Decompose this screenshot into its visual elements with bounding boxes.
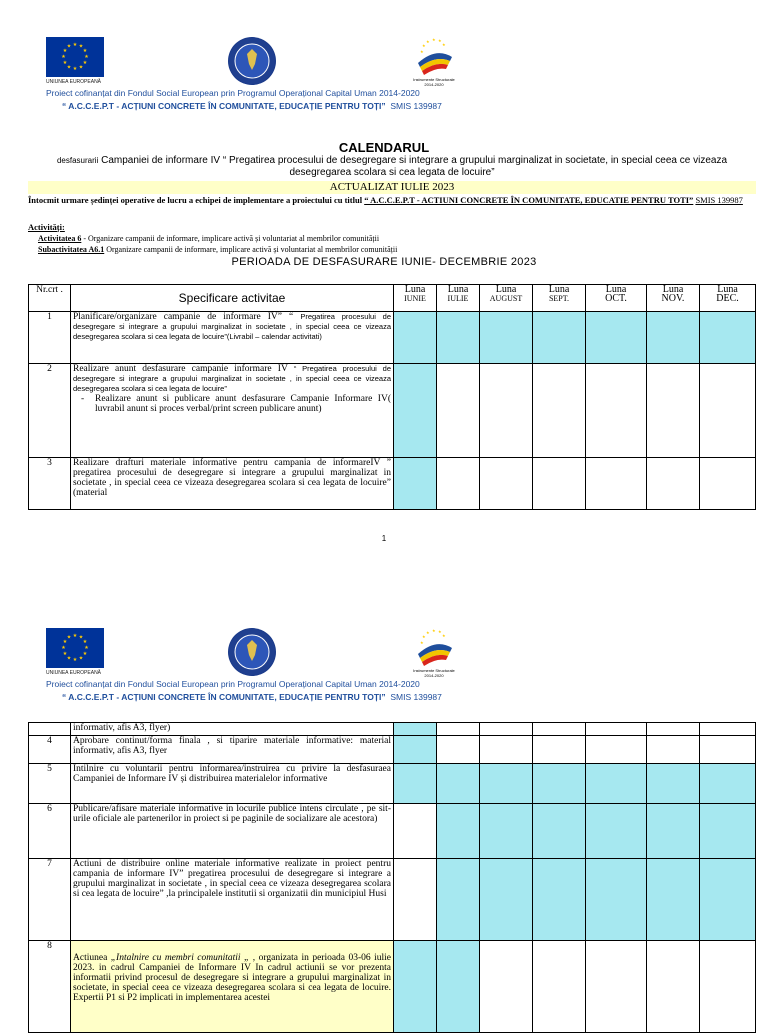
month-cell-active: [394, 723, 437, 736]
month-cell: [647, 458, 700, 510]
svg-text:★: ★: [66, 634, 72, 641]
row-description: Intilnire cu voluntarii pentru informarea/instruirea cu privire la desfasuraea Campaniei de Informare IV și distribuirea materialelor informative: [71, 764, 394, 804]
updated-banner: ACTUALIZAT IULIE 2023: [28, 181, 756, 194]
calendar-table-page-2: [28, 722, 756, 1033]
month-cell-active: [533, 312, 586, 364]
row-description: Actiunea „Intalnire cu membri comunitatii „ , organizata in perioada 03-06 iulie 2023. in cadrul Campaniei de Informare IV In cadrul actiunii se vor prezenta informatii privind procesul de desegregare si integrare a grupului marginalizat in societate, in special ceea ce vizeaza desegregarea scolara si cea legata de locuire. Expertii P1 si P2 implicati in implementarea acestei: [71, 941, 394, 1033]
month-cell-active: [480, 312, 533, 364]
month-cell: [533, 736, 586, 764]
table-row: [29, 859, 756, 941]
svg-text:★: ★: [61, 54, 66, 60]
month-cell-active: [437, 941, 480, 1033]
month-cell-active: [437, 312, 480, 364]
row-bullet-list: [73, 394, 391, 414]
page-header: [0, 628, 768, 718]
table-header-row: [29, 285, 756, 312]
month-cell-active: [586, 804, 647, 859]
month-cell-active: [394, 312, 437, 364]
month-cell-active: [586, 764, 647, 804]
svg-text:★: ★: [62, 48, 68, 54]
month-cell: [533, 723, 586, 736]
svg-text:★: ★: [62, 639, 68, 645]
table-row: [29, 804, 756, 859]
month-cell: [437, 458, 480, 510]
row-description: Publicare/afisare materiale informative in locurile publice intens circulate , pe sit-urile oficiale ale partenerilor in proiect si pe paginile de socializare ale acestora): [71, 804, 394, 859]
month-cell-active: [533, 764, 586, 804]
month-cell-active: [480, 804, 533, 859]
month-cell: [437, 364, 480, 458]
svg-text:★: ★: [62, 60, 68, 66]
month-cell: [700, 458, 756, 510]
table-row: [29, 458, 756, 510]
svg-text:★: ★: [420, 49, 424, 54]
month-cell-active: [394, 458, 437, 510]
svg-text:★: ★: [78, 634, 84, 641]
svg-text:★: ★: [426, 39, 430, 44]
col-header-nr: Nr.crt .: [29, 285, 71, 312]
subactivity-a6-1: Subactivitatea A6.1 Organizare campanii de informare, implicare activă și voluntariat al membrilor comunității: [38, 245, 398, 254]
svg-text:★: ★: [438, 629, 442, 634]
month-cell: [480, 364, 533, 458]
document-title: CALENDARUL: [338, 140, 430, 155]
eu-caption: UNIUNEA EUROPEANĂ: [46, 670, 102, 676]
header-project-line: “ A.C.C.E.P.T - ACȚIUNI CONCRETE ÎN COMUNITATE, EDUCAȚIE PENTRU TOȚI” SMIS 139987: [62, 692, 442, 702]
svg-text:★: ★: [422, 43, 426, 48]
month-cell: [480, 736, 533, 764]
col-header-month: Luna AUGUST: [480, 285, 533, 312]
month-cell: [394, 859, 437, 941]
row-number: 2: [29, 364, 71, 458]
month-cell: [533, 364, 586, 458]
svg-text:★: ★: [72, 657, 78, 663]
row-description: Actiuni de distribuire online materiale informative realizate in proiect pentru campania de informare IV” pregatirea procesului de desegregare si integrare a grupului marginalizat in societate , in special ceea ce vizeaza desegregarea scolara si cea legata de locuire” ,la principalele institutii si organizatii din municipiul Husi: [71, 859, 394, 941]
svg-text:★: ★: [82, 639, 88, 645]
svg-text:★: ★: [61, 645, 66, 651]
month-cell: [533, 458, 586, 510]
row-description: Aprobare continut/forma finala , si tiparire materiale informative: material informativ, afis A3, flyer: [71, 736, 394, 764]
month-cell: [586, 723, 647, 736]
month-cell: [700, 736, 756, 764]
col-header-month: Luna IUNIE: [394, 285, 437, 312]
month-cell-active: [700, 764, 756, 804]
col-header-month: Luna NOV.: [647, 285, 700, 312]
eu-flag-logo: [46, 37, 104, 77]
svg-text:★: ★: [72, 66, 78, 72]
table-row: [29, 312, 756, 364]
month-cell-active: [647, 764, 700, 804]
government-seal-logo: [228, 37, 276, 85]
row-number: 5: [29, 764, 71, 804]
row-number: 8: [29, 941, 71, 1033]
svg-text:★: ★: [420, 640, 424, 645]
header-project-line: “ A.C.C.E.P.T - ACȚIUNI CONCRETE ÎN COMUNITATE, EDUCAȚIE PENTRU TOȚI” SMIS 139987: [62, 101, 442, 111]
month-cell: [394, 804, 437, 859]
government-seal-logo: [228, 628, 276, 676]
month-cell: [480, 458, 533, 510]
intro-paragraph: Întocmit urmare ședinței operative de lucru a echipei de implementare a proiectului cu titlul “ A.C.C.E.P.T - ACTIUNI CONCRETE ÎN COMUNITATE, EDUCATIE PENTRU TOTI” SMIS 139987: [28, 195, 743, 205]
month-cell-active: [647, 859, 700, 941]
row-number: 3: [29, 458, 71, 510]
month-cell: [586, 941, 647, 1033]
month-cell-active: [647, 312, 700, 364]
svg-text:★: ★: [66, 655, 72, 662]
svg-text:★: ★: [66, 43, 72, 50]
month-cell-active: [394, 764, 437, 804]
month-cell: [533, 941, 586, 1033]
svg-text:★: ★: [82, 48, 88, 54]
svg-text:★: ★: [432, 37, 436, 42]
row-bullet: - Realizare anunt si publicare anunt desfasurare Campanie Informare IV( luvrabil anunt si proces verbal/print screen publicare anunt): [95, 394, 391, 414]
row-description: Realizare drafturi materiale informative pentru campania de informareIV ” pregatirea procesului de desegregare si integrare a grupului marginalizat in societate , in special ceea ce vizeaza desegregarea scolara si cea legata de locuire” (material: [71, 458, 394, 510]
month-cell: [700, 364, 756, 458]
table-row: [29, 941, 756, 1033]
eu-caption: UNIUNEA EUROPEANĂ: [46, 79, 102, 85]
month-cell: [647, 723, 700, 736]
month-cell: [647, 364, 700, 458]
table-row: [29, 364, 756, 458]
table-row: [29, 764, 756, 804]
month-cell-active: [533, 804, 586, 859]
month-cell: [647, 736, 700, 764]
table-row: [29, 736, 756, 764]
month-cell: [586, 364, 647, 458]
svg-text:★: ★: [82, 60, 88, 66]
month-cell-active: [533, 859, 586, 941]
structural-instruments-caption: Instrumente Structurale 2014-2020: [413, 77, 455, 87]
svg-text:★: ★: [72, 42, 78, 48]
month-cell: [480, 723, 533, 736]
svg-text:★: ★: [84, 54, 89, 60]
month-cell: [700, 941, 756, 1033]
month-cell-active: [700, 859, 756, 941]
month-cell: [700, 723, 756, 736]
month-cell-active: [394, 736, 437, 764]
svg-text:★: ★: [78, 43, 84, 50]
col-header-month: Luna OCT.: [586, 285, 647, 312]
svg-text:★: ★: [72, 633, 78, 639]
svg-text:★: ★: [442, 42, 446, 47]
svg-text:★: ★: [422, 634, 426, 639]
row-number: 4: [29, 736, 71, 764]
month-cell-active: [700, 804, 756, 859]
row-description: Realizare anunt desfasurare campanie informare IV “ Pregatirea procesului de desegregare si integrare a grupului marginalizat in societate , in special ceea ce vizeaza desegregarea scolara si cea legata de locuire” - Realizare anunt si publicare anunt desfasurare Campanie Informare IV( luvrabil anunt si proces verbal/print screen publicare anunt): [71, 364, 394, 458]
structural-instruments-caption: Instrumente Structurale 2014-2020: [413, 668, 455, 678]
period-heading: PERIOADA DE DESFASURARE IUNIE- DECEMBRIE 2023: [231, 256, 537, 268]
month-cell-active: [647, 804, 700, 859]
month-cell: [437, 723, 480, 736]
month-cell-active: [586, 312, 647, 364]
svg-text:★: ★: [442, 633, 446, 638]
eu-flag-logo: [46, 628, 104, 668]
month-cell-active: [480, 764, 533, 804]
activities-heading: Activități:: [28, 222, 65, 232]
row-number: 7: [29, 859, 71, 941]
month-cell-active: [394, 941, 437, 1033]
svg-text:★: ★: [426, 630, 430, 635]
svg-text:★: ★: [62, 651, 68, 657]
table-row: [29, 723, 756, 736]
month-cell: [586, 458, 647, 510]
col-header-spec: Specificare activitae: [71, 285, 394, 312]
calendar-table-page-1: [28, 284, 756, 510]
month-cell-active: [394, 364, 437, 458]
page-header: [0, 37, 768, 127]
row-number: 6: [29, 804, 71, 859]
row-description: informativ, afis A3, flyer): [71, 723, 394, 736]
month-cell: [647, 941, 700, 1033]
header-cofinance-line: Proiect cofinanțat din Fondul Social European prin Programul Operațional Capital Uman 2014-2020: [46, 679, 420, 689]
row-number: [29, 723, 71, 736]
svg-text:★: ★: [78, 64, 84, 71]
month-cell-active: [437, 859, 480, 941]
row-number: 1: [29, 312, 71, 364]
document-subtitle: desfasurarii Campaniei de informare IV “ Pregatirea procesului de desegregare si integrare a grupului marginalizat in societate, in special ceea ce vizeaza desegregarea scolara si cea legata de locuire”: [56, 155, 728, 178]
col-header-month: Luna IULIE: [437, 285, 480, 312]
svg-text:★: ★: [84, 645, 89, 651]
month-cell-active: [700, 312, 756, 364]
svg-text:★: ★: [432, 628, 436, 633]
month-cell-active: [437, 804, 480, 859]
svg-text:★: ★: [78, 655, 84, 662]
svg-text:★: ★: [82, 651, 88, 657]
month-cell-active: [480, 859, 533, 941]
month-cell: [480, 941, 533, 1033]
month-cell: [437, 736, 480, 764]
page-number: 1: [381, 534, 387, 543]
header-cofinance-line: Proiect cofinanțat din Fondul Social European prin Programul Operațional Capital Uman 2014-2020: [46, 88, 420, 98]
svg-text:★: ★: [438, 38, 442, 43]
month-cell-active: [586, 859, 647, 941]
activity-6: Activitatea 6 - Organizare campanii de informare, implicare activă și voluntariat al membrilor comunității: [38, 234, 380, 243]
month-cell: [586, 736, 647, 764]
svg-text:★: ★: [66, 64, 72, 71]
col-header-month: Luna SEPT.: [533, 285, 586, 312]
month-cell-active: [437, 764, 480, 804]
row-description: Planificare/organizare campanie de informare IV” “ Pregatirea procesului de desegregare si integrare a grupului marginalizat in societate , in special ceea ce vizeaza desegregarea scolara si cea legata de locuire”(Livrabil – calendar activitati): [71, 312, 394, 364]
col-header-month: Luna DEC.: [700, 285, 756, 312]
